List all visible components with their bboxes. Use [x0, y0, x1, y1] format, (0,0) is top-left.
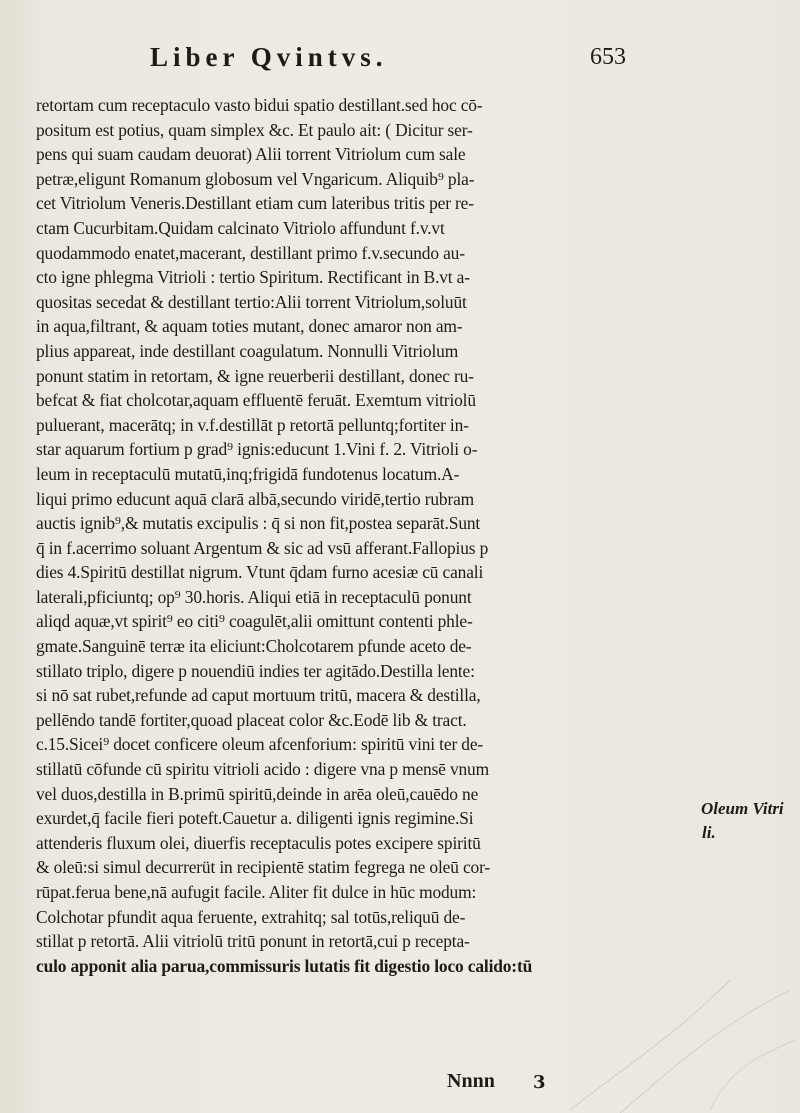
show-through-marks	[560, 920, 800, 1113]
text-line: befcat & fiat cholcotar,aquam effluentē feruāt. Exemtum vitriolū	[36, 390, 476, 411]
text-line: dies 4.Spiritū destillat nigrum. Vtunt q̄dam furno acesiæ cū canali	[36, 562, 484, 583]
page-header	[150, 42, 650, 82]
text-line: q̄ in f.acerrimo soluant Argentum & sic ad vsū afferant.Fallopius p	[36, 537, 489, 558]
text-line: c.15.Sicei⁹ docet conficere oleum afcenforium: spiritū vini ter de-	[36, 734, 484, 755]
text-line: ponunt statim in retortam, & igne reuerberii destillant, donec ru-	[36, 365, 474, 386]
text-line: vel duos,destilla in B.primū spiritū,deinde in arēa oleū,cauēdo ne	[36, 783, 479, 804]
text-line: petræ,eligunt Romanum globosum vel Vngaricum. Aliquib⁹ pla-	[36, 168, 475, 189]
text-line: stillato triplo, digere p nouendiū indies ter agitādo.Destilla lente:	[36, 660, 475, 681]
signature-mark: 3	[533, 1072, 546, 1093]
margin-note: li.	[702, 823, 716, 842]
text-line: exurdet,q̄ facile fieri poteft.Cauetur a. diligenti ignis regimine.Si	[36, 808, 474, 829]
text-line: aliqd aquæ,vt spirit⁹ eo citi⁹ coagulēt,alii omittunt contenti phle-	[36, 611, 473, 632]
text-line: positum est potius, quam simplex &c. Et paulo ait: ( Dicitur ser-	[36, 119, 473, 140]
page-number: 653	[590, 44, 626, 70]
text-line: puluerant, macerātq; in v.f.destillāt p retortā pelluntq;fortiter in-	[36, 414, 469, 435]
margin-note: Oleum Vitri	[701, 799, 784, 818]
text-line: quodammodo enatet,macerant, destillant primo f.v.secundo au-	[36, 242, 465, 263]
text-line: liqui primo educunt aquā clarā albā,secundo viridē,tertio rubram	[36, 488, 475, 509]
text-line: laterali,pficiuntq; op⁹ 30.horis. Aliqui etiā in receptaculū ponunt	[36, 586, 472, 607]
running-head: Liber Qvintvs.	[150, 42, 388, 72]
text-line: quositas secedat & destillant tertio:Alii torrent Vitriolum,soluūt	[36, 291, 467, 312]
text-line: stillatū cōfunde cū spiritu vitrioli acido : digere vna p mensē vnum	[36, 759, 489, 780]
text-line: si nō sat rubet,refunde ad caput mortuum tritū, macera & destilla,	[36, 685, 481, 706]
text-line: plius appareat, inde destillant coagulatum. Nonnulli Vitriolum	[36, 340, 459, 361]
text-line: retortam cum receptaculo vasto bidui spatio destillant.sed hoc cō-	[36, 95, 483, 115]
text-line: & oleū:si simul decurrerüt in recipientē statim fegrega ne oleū cor-	[36, 857, 490, 878]
text-line: cet Vitriolum Veneris.Destillant etiam cum lateribus tritis per re-	[36, 193, 474, 214]
text-line: in aqua,filtrant, & aquam toties mutant, donec amaror non am-	[36, 316, 463, 337]
text-line: pens qui suam caudam deuorat) Alii torrent Vitriolum cum sale	[36, 144, 466, 165]
text-line: star aquarum fortium p grad⁹ ignis:educunt 1.Vini f. 2. Vitrioli o-	[36, 439, 478, 460]
text-line: attenderis fluxum olei, diuerfis receptaculis potes excipere spiritū	[36, 832, 481, 853]
text-line: cto igne phlegma Vitrioli : tertio Spiritum. Rectificant in B.vt a-	[36, 267, 470, 288]
body-text	[36, 93, 688, 978]
catchword: Nnnn	[447, 1070, 495, 1092]
text-line: leum in receptaculū mutatū,inq;frigidā fundotenus locatum.A-	[36, 463, 460, 484]
text-line: Colchotar pfundit aqua feruente, extrahitq; sal totūs,reliquū de-	[36, 906, 466, 927]
text-line: auctis ignib⁹,& mutatis excipulis : q̄ si non fit,postea separāt.Sunt	[36, 513, 481, 534]
text-line: culo apponit alia parua,commissuris lutatis fit digestio loco calido:tū	[36, 955, 533, 976]
text-line: rūpat.ferua bene,nā aufugit facile. Aliter fit dulce in hūc modum:	[36, 882, 477, 902]
text-line: pellēndo tandē fortiter,quoad placeat color &c.Eodē lib & tract.	[36, 709, 467, 730]
text-line: ctam Cucurbitam.Quidam calcinato Vitriolo affundunt f.v.vt	[36, 217, 445, 238]
text-line: stillat p retortā. Alii vitriolū tritū ponunt in retortā,cui p recepta-	[36, 931, 470, 952]
text-line: gmate.Sanguinē terræ ita eliciunt:Cholcotarem pfunde aceto de-	[36, 636, 472, 657]
